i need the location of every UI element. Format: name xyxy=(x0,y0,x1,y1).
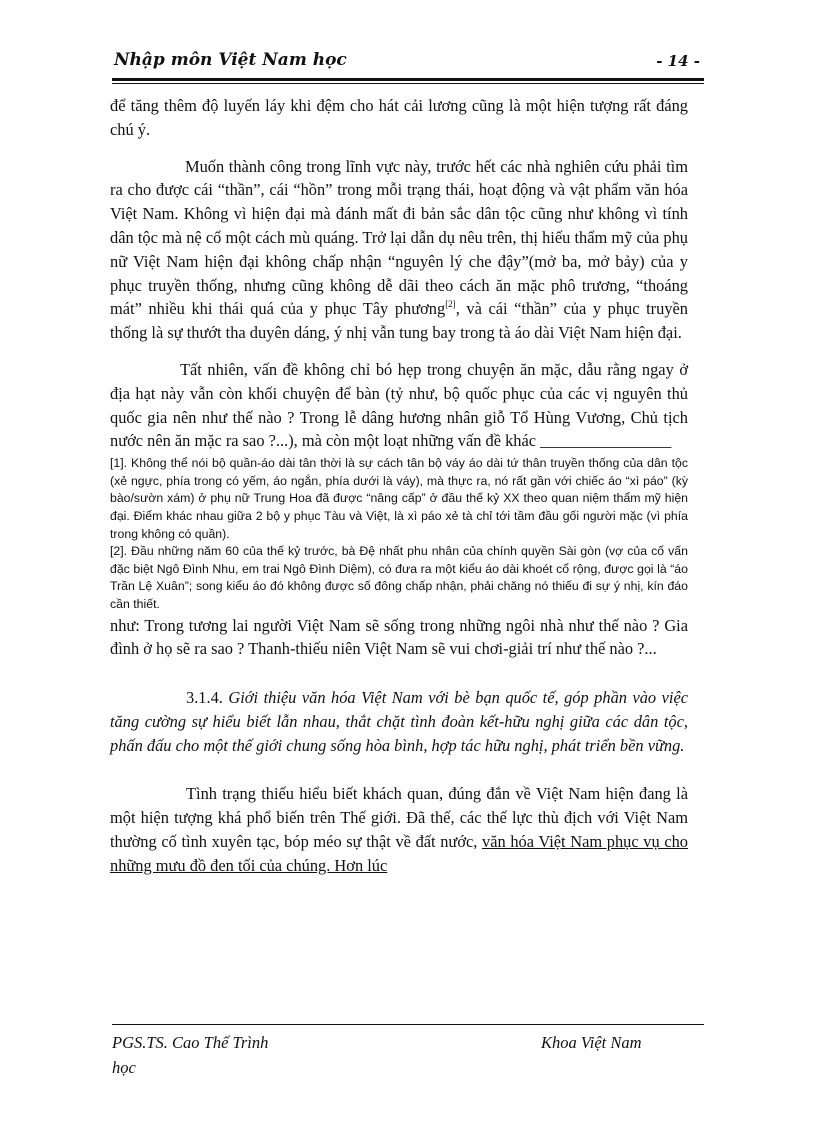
paragraph-success-text-end: , và cái “thần” của y phục truyền thống là sự thướt tha duyên dáng, ý nhị vẫn tung bay trong tà áo dài Việt Nam hiện đại. xyxy=(110,299,689,343)
footer-department-cont: học xyxy=(112,1058,136,1077)
footnote-1: [1]. Không thể nói bộ quần-áo dài tân thời là sự cách tân bộ váy áo dài tứ thân truyền thống của dân tộc (xẻ ngực, phía trong có yếm, áo ngắn, phía dưới là váy), mà thực ra, nó rất gần với chiếc áo “xì páo” (kỳ bào/sườn xám) ở phụ nữ Trung Hoa đã được “nâng cấp” ở đầu thế kỷ XX theo quan niệm thẩm mỹ hiện đại. Điểm khác nhau giữa 2 bộ y phục Tàu và Việt, là xì páo xẻ tà chỉ tới tầm đầu gối người mặc (vì phía trong không có quần). xyxy=(110,456,688,541)
section-number: 3.1.4. xyxy=(186,688,223,708)
paragraph-situation-text: Tình trạng thiếu hiểu biết khách quan, đúng đắn về Việt Nam hiện đang là một hiện tượng khá phổ biến trên Thế giới. Đã thế, các thế lực thù địch với Việt Nam thường cố tình xuyên tạc, bóp méo sự thật về đất nước, xyxy=(110,784,688,852)
header-rule-thick xyxy=(112,78,704,81)
page-header xyxy=(112,44,704,78)
section-heading xyxy=(110,686,688,757)
book-title: Nhập môn Việt Nam học xyxy=(114,50,347,70)
footer-author: PGS.TS. Cao Thế Trình xyxy=(112,1033,269,1052)
page-body xyxy=(110,94,688,878)
footer-department: Khoa Việt Nam xyxy=(541,1033,642,1052)
paragraph-situation xyxy=(110,782,688,877)
footnote-ref-2: [2] xyxy=(445,299,456,310)
paragraph-success xyxy=(110,155,688,345)
paragraph-situation-underlined: văn hóa Việt Nam phục vụ cho những mưu đồ đen tối của chúng. Hơn lúc xyxy=(110,832,688,875)
paragraph-such-as: như: Trong tương lai người Việt Nam sẽ sống trong những ngôi nhà như thế nào ? Gia đình ở họ sẽ ra sao ? Thanh-thiếu niên Việt Nam sẽ vui chơi-giải trí như thế nào ?... xyxy=(110,615,688,659)
footnote-2: [2]. Đầu những năm 60 của thế kỷ trước, bà Đệ nhất phu nhân của chính quyền Sài gòn (vợ của cố vấn đặc biệt Ngô Đình Nhu, em trai Ngô Đình Diệm), có đưa ra một kiểu áo dài khoét cổ rộng, được gọi là “áo Trần Lệ Xuân”; song kiểu áo đó không được số đông chấp nhận, phải chăng nó thiếu đi sự ý nhị, kín đáo cần thiết. xyxy=(110,544,688,611)
footer-left xyxy=(112,1030,352,1080)
paragraph-continuation: để tăng thêm độ luyến láy khi đệm cho hát cải lương cũng là một hiện tượng rất đáng chú ý. xyxy=(110,96,688,139)
footer-rule xyxy=(112,1024,704,1025)
section-heading-text: Giới thiệu văn hóa Việt Nam với bè bạn quốc tế, góp phần vào việc tăng cường sự hiểu biết lẫn nhau, thắt chặt tình đoàn kết-hữu nghị giữa các dân tộc, phấn đấu cho một thế giới chung sống hòa bình, hợp tác hữu nghị, phát triển bền vững. xyxy=(110,688,688,755)
paragraph-success-text: Muốn thành công trong lĩnh vực này, trước hết các nhà nghiên cứu phải tìm ra cho được cái “thần”, cái “hồn” trong mỗi trạng thái, hoạt động và vật phẩm văn hóa Việt Nam. Không vì hiện đại mà đánh mất đi bản sắc dân tộc cũng như không vì tính dân tộc mà nệ cổ một cách mù quáng. Trở lại dẫn dụ nêu trên, thị hiếu thẩm mỹ của phụ nữ Việt Nam hiện đại không chấp nhận “nguyên lý che đậy”(mở ba, mở bảy) của y phục truyền thống, nhưng cũng không dễ dãi theo cách ăn mặc phô trương, “thoáng mát” nhiều khi thái quá của y phục Tây phương xyxy=(110,156,688,319)
page-number: - 14 - xyxy=(656,52,700,70)
paragraph-of-course: Tất nhiên, vấn đề không chỉ bó hẹp trong chuyện ăn mặc, dẫu rằng ngay ở địa hạt này vẫn còn khối chuyện để bàn (tỷ như, bộ quốc phục của các vị nguyên thủ quốc gia nên như thế nào ? Trong lễ dâng hương nhân giỗ Tổ Hùng Vương, Chủ tịch nước nên ăn mặc ra sao ?...), mà còn một loạt những vấn đề khác ________________ xyxy=(110,359,688,451)
header-rule-thin xyxy=(112,83,704,84)
